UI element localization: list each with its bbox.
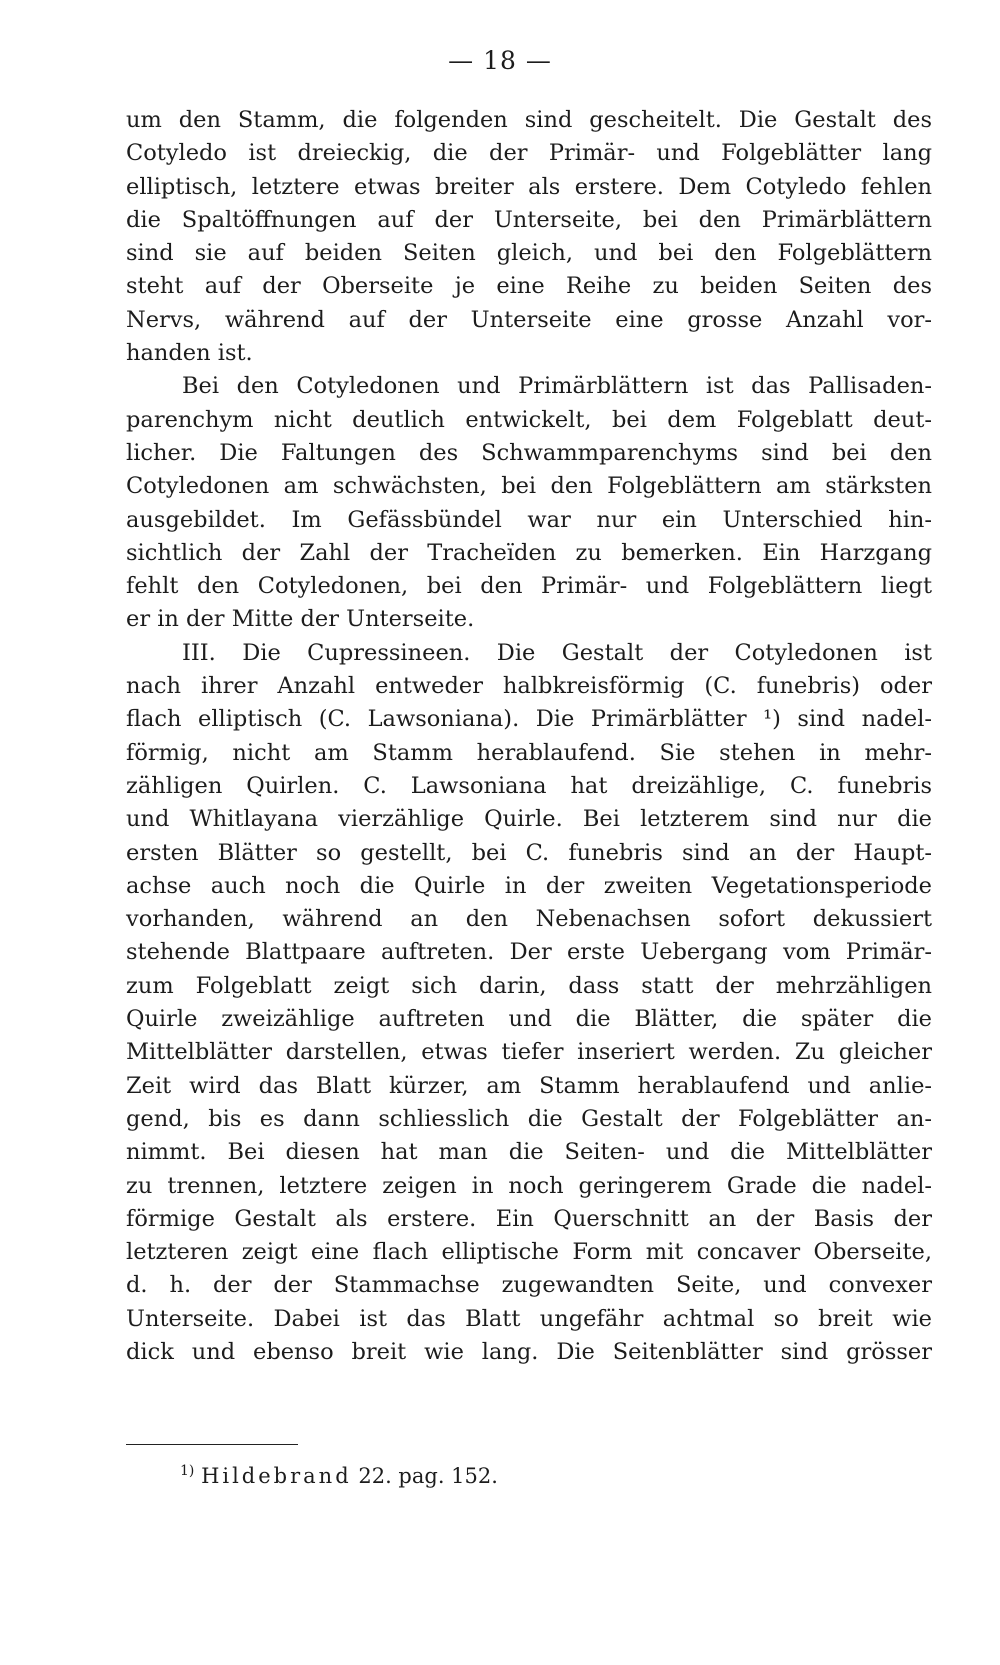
text-line: Quirle zweizählige auftreten und die Blätter, die später die	[126, 1006, 932, 1033]
text-line: achse auch noch die Quirle in der zweiten Vegetationsperiode	[126, 872, 932, 899]
text-line: nimmt. Bei diesen hat man die Seiten- und die Mittelblätter	[126, 1139, 932, 1166]
text-line: förmig, nicht am Stamm herablaufend. Sie stehen in mehr-	[126, 739, 932, 766]
text-line: elliptisch, letztere etwas breiter als erstere. Dem Cotyledo fehlen	[126, 173, 932, 200]
text-line: steht auf der Oberseite je eine Reihe zu beiden Seiten des	[126, 273, 932, 300]
text-line: zähligen Quirlen. C. Lawsoniana hat dreizählige, C. funebris	[126, 772, 932, 799]
text-line: parenchym nicht deutlich entwickelt, bei dem Folgeblatt deut-	[126, 406, 932, 433]
text-line: die Spaltöffnungen auf der Unterseite, bei den Primärblättern	[126, 206, 932, 233]
text-line: gend, bis es dann schliesslich die Gestalt der Folgeblätter an-	[126, 1105, 932, 1132]
text-line: dick und ebenso breit wie lang. Die Seitenblätter sind grösser	[126, 1338, 932, 1365]
text-line: zum Folgeblatt zeigt sich darin, dass statt der mehrzähligen	[126, 972, 932, 999]
text-line: förmige Gestalt als erstere. Ein Querschnitt an der Basis der	[126, 1205, 932, 1232]
footnote-author: Hildebrand	[201, 1464, 352, 1488]
text-line: vorhanden, während an den Nebenachsen sofort dekussiert	[126, 906, 932, 933]
text-line: Zeit wird das Blatt kürzer, am Stamm herablaufend und anlie-	[126, 1072, 932, 1099]
footnote-marker: 1)	[180, 1463, 195, 1479]
text-line: fehlt den Cotyledonen, bei den Primär- und Folgeblättern liegt	[126, 573, 932, 600]
text-line: letzteren zeigt eine flach elliptische Form mit concaver Oberseite,	[126, 1239, 932, 1266]
text-line: flach elliptisch (C. Lawsoniana). Die Primärblätter ¹) sind nadel-	[126, 706, 932, 733]
text-line: er in der Mitte der Unterseite.	[126, 606, 475, 633]
text-line: um den Stamm, die folgenden sind gescheitelt. Die Gestalt des	[126, 107, 932, 133]
text-line: stehende Blattpaare auftreten. Der erste Uebergang vom Primär-	[126, 939, 932, 966]
page-number: — 18 —	[448, 46, 552, 75]
text-line: nach ihrer Anzahl entweder halbkreisförmig (C. funebris) oder	[126, 673, 932, 700]
section-heading-line: III. Die Cupressineen. Die Gestalt der Cotyledonen ist	[182, 639, 932, 666]
text-line: handen ist.	[126, 340, 253, 367]
body-text	[126, 104, 932, 1369]
text-line: Bei den Cotyledonen und Primärblättern ist das Pallisaden-	[182, 373, 932, 400]
text-line: licher. Die Faltungen des Schwammparenchyms sind bei den	[126, 439, 932, 466]
footnote-divider	[126, 1444, 298, 1445]
text-line: ausgebildet. Im Gefässbündel war nur ein Unterschied hin-	[126, 506, 932, 533]
text-line: Cotyledonen am schwächsten, bei den Folgeblättern am stärksten	[126, 473, 932, 500]
text-line: und Whitlayana vierzählige Quirle. Bei letzterem sind nur die	[126, 806, 932, 833]
text-line: Unterseite. Dabei ist das Blatt ungefähr achtmal so breit wie	[126, 1305, 932, 1332]
text-line: sind sie auf beiden Seiten gleich, und bei den Folgeblättern	[126, 240, 932, 267]
footnote	[180, 1463, 498, 1488]
text-line: Mittelblätter darstellen, etwas tiefer inseriert werden. Zu gleicher	[126, 1039, 932, 1066]
text-line: Nervs, während auf der Unterseite eine grosse Anzahl vor-	[126, 306, 932, 333]
text-line: d. h. der der Stammachse zugewandten Seite, und convexer	[126, 1272, 932, 1299]
text-line: Cotyledo ist dreieckig, die der Primär- und Folgeblätter lang	[126, 140, 932, 167]
text-line: zu trennen, letztere zeigen in noch geringerem Grade die nadel-	[126, 1172, 932, 1199]
text-line: sichtlich der Zahl der Tracheïden zu bemerken. Ein Harzgang	[126, 539, 932, 566]
footnote-reference: 22. pag. 152.	[358, 1464, 498, 1488]
text-line: ersten Blätter so gestellt, bei C. funebris sind an der Haupt-	[126, 839, 932, 866]
